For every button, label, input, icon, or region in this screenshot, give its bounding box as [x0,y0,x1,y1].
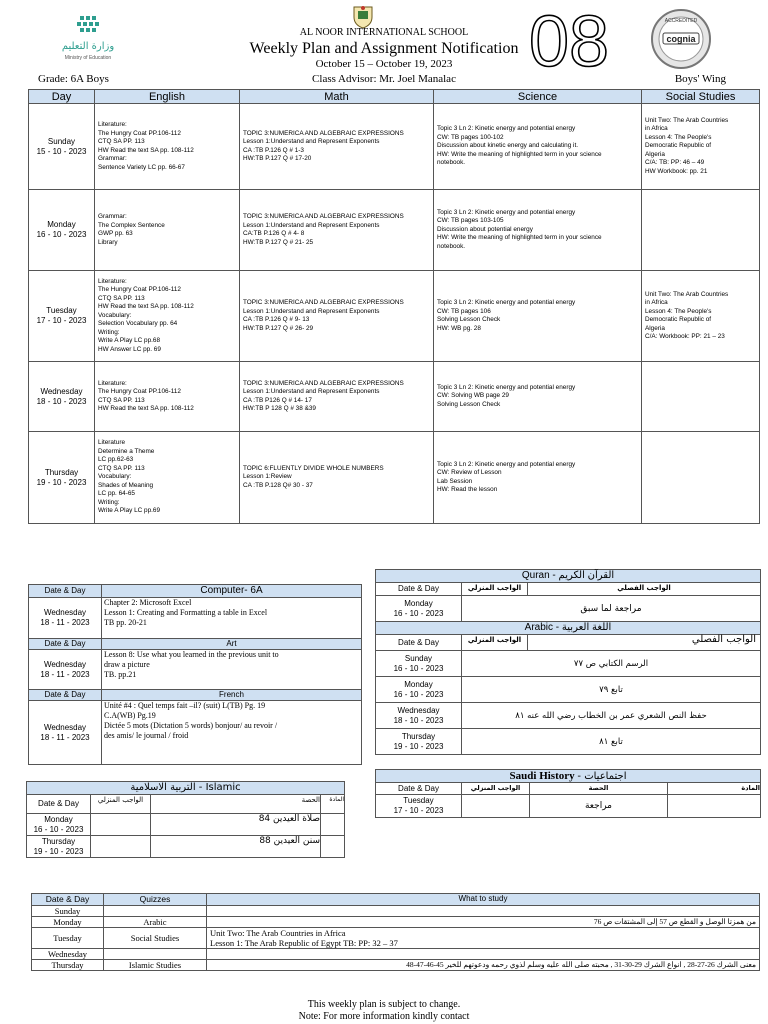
saudi-day: Tuesday 17 - 10 - 2023 [376,795,462,818]
grade-label: Grade: 6A Boys [38,73,109,85]
science-cell: Topic 3 Ln 2: Kinetic energy and potential energy CW: TB pages 103-105 Discussion about potential energy HW: Write the meaning of highlighted term in your science notebook. [434,190,642,271]
social-cell [642,190,760,271]
islamic-col-date: Date & Day [27,795,91,814]
day-row [29,104,760,190]
english-cell: Literature: The Hungry Coat PP.106-112 CTQ SA PP. 113 HW Read the text SA pp. 108-112 Grammar: Sentence Variety LC pp. 66-67 [95,104,240,190]
math-cell: TOPIC 3:NUMERICA AND ALGEBRAIC EXPRESSIONS Lesson 1:Understand and Represent Exponents CA :TB P126 Q # 14- 17 HW:TB P 128 Q # 38 &39 [240,362,434,432]
math-cell: TOPIC 6:FLUENTLY DIVIDE WHOLE NUMBERS Lesson 1:Review CA :TB P.128 Q# 30 - 37 [240,432,434,524]
day-cell: Tuesday 17 - 10 - 2023 [29,271,95,362]
day-cell: Sunday 15 - 10 - 2023 [29,104,95,190]
science-cell: Topic 3 Ln 2: Kinetic energy and potential energy CW: Review of Lesson Lab Session HW: Read the lesson [434,432,642,524]
english-cell: Literature: The Hungry Coat PP.106-112 CTQ SA PP. 113 HW Read the text SA pp. 108-112 [95,362,240,432]
science-cell: Topic 3 Ln 2: Kinetic energy and potential energy CW: TB pages 100-102 Discussion about kinetic energy and calculating it. HW: Write the meaning of highlighted term in your science notebook. [434,104,642,190]
quiz-subject [104,906,207,917]
arabic-day: Monday 16 - 10 - 2023 [376,677,462,703]
art-title: Art [102,639,362,650]
islamic-lesson: صلاة العيدين 84 [151,814,321,836]
quiz-subject: Arabic [104,917,207,928]
arabic-col-hw: الواجب المنزلي [462,635,528,651]
school-crest-icon [350,3,376,29]
saudi-col-date: Date & Day [376,783,462,795]
islamic-table [26,781,345,858]
wing-label: Boys' Wing [674,73,726,85]
quiz-study [207,906,760,917]
quiz-row [32,949,760,960]
social-cell: Unit Two: The Arab Countries in Africa Lesson 4: The People's Democratic Republic of Algeria C/A: TB: PP: 46 – 49 HW Workbook: pp. 21 [642,104,760,190]
quran-col-cw: الواجب الفصلي [528,583,761,596]
day-row [29,271,760,362]
science-cell: Topic 3 Ln 2: Kinetic energy and potential energy CW: Solving WB page 29 Solving Lesson Check [434,362,642,432]
islamic-col-lesson: الحصة [151,795,321,814]
saudi-col-hw: الواجب المنزلي [462,783,530,795]
english-cell: Literature: The Hungry Coat PP.106-112 CTQ SA PP. 113 HW Read the text SA pp. 108-112 Vocabulary: Selection Vocabulary pp. 64 Writing: Write A Play LC pp.68 HW Answer LC pp. 69 [95,271,240,362]
arabic-day: Sunday 16 - 10 - 2023 [376,651,462,677]
computer-title: Computer- 6A [102,585,362,598]
quiz-day: Thursday [32,960,104,971]
day-cell: Monday 16 - 10 - 2023 [29,190,95,271]
islamic-day: Thursday 19 - 10 - 2023 [27,836,91,858]
quiz-study: Unit Two: The Arab Countries in Africa Lesson 1: The Arab Republic of Egypt TB: PP: 32 – 37 [207,928,760,949]
quiz-subject [104,949,207,960]
islamic-lesson: سنن العيدين 88 [151,836,321,858]
school-name: AL NOOR INTERNATIONAL SCHOOL [299,27,469,38]
svg-text:08: 08 [528,2,610,82]
saudi-col-subject: المادة [668,783,761,795]
svg-text:ACCREDITED: ACCREDITED [664,18,698,24]
arabic-row [376,651,761,677]
quiz-row [32,960,760,971]
footer-note-contact: Note: For more information kindly contact [298,1011,470,1022]
arabic-col-date: Date & Day [376,635,462,651]
saudi-col-lesson: الحصة [530,783,668,795]
weekly-plan-table [28,89,760,524]
day-cell: Wednesday 18 - 10 - 2023 [29,362,95,432]
art-date-header: Date & Day [29,639,102,650]
math-cell: TOPIC 3:NUMERICA AND ALGEBRAIC EXPRESSIONS Lesson 1:Understand and Represent Exponents CA:TB P.126 Q # 4- 8 HW:TB P.127 Q # 21- 25 [240,190,434,271]
science-cell: Topic 3 Ln 2: Kinetic energy and potential energy CW: TB pages 106 Solving Lesson Check HW: WB pg. 28 [434,271,642,362]
ministry-ar-text: وزارة التعليم [61,41,115,52]
computer-date-header: Date & Day [29,585,102,598]
social-cell [642,362,760,432]
english-cell: Literature Determine a Theme LC pp.62-63 CTQ SA PP. 113 Vocabulary: Shades of Meaning LC pp. 64-65 Writing: Write A Play LC pp.69 [95,432,240,524]
arabic-day: Wednesday 18 - 10 - 2023 [376,703,462,729]
quran-cw: مراجعة لما سبق [462,596,761,622]
quran-col-hw: الواجب المنزلي [462,583,528,596]
quiz-study: من همزتا الوصل و القطع ص 57 إلى المشتقات ص 76 [207,917,760,928]
french-content: Unité #4 : Quel temps fait –il? (suit) L(TB) Pg. 19 C.A(WB) Pg.19 Dictée 5 mots (Dictation 5 words) bonjour/ au revoir / des amis/ le journal / froid [102,701,362,765]
quiz-col-date: Date & Day [32,894,104,906]
week-number [528,2,610,82]
art-content: Lesson 8: Use what you learned in the previous unit to draw a picture TB. pp.21 [102,650,362,690]
computer-art-french-table [28,584,362,765]
quiz-row [32,917,760,928]
day-row [29,190,760,271]
footer-note-change: This weekly plan is subject to change. [307,999,461,1010]
quran-arabic-table [375,569,761,755]
saudi-title: Saudi History - اجتماعيات [376,770,761,783]
day-row [29,432,760,524]
art-day: Wednesday 18 - 11 - 2023 [29,650,102,690]
quiz-subject: Social Studies [104,928,207,949]
quiz-day: Sunday [32,906,104,917]
quiz-col-quiz: Quizzes [104,894,207,906]
cognia-accreditation-badge [650,8,712,70]
arabic-cw: تابع ٧٩ [462,677,761,703]
quiz-row [32,906,760,917]
islamic-col-subject: المادة [321,795,345,814]
computer-content: Chapter 2: Microsoft Excel Lesson 1: Creating and Formatting a table in Excel TB pp. 20-21 [102,598,362,639]
arabic-row [376,729,761,755]
quiz-study [207,949,760,960]
quran-title: Quran - القرآن الكريم [376,570,761,583]
weekly-plan-header-row [29,90,760,104]
col-header-day: Day [29,90,95,104]
quizzes-table [31,893,760,971]
arabic-cw: الرسم الكتابي ص ٧٧ [462,651,761,677]
page-title: Weekly Plan and Assignment Notification [249,40,519,57]
math-cell: TOPIC 3:NUMERICA AND ALGEBRAIC EXPRESSIONS Lesson 1:Understand and Represent Exponents CA :TB P.126 Q # 1-3 HW:TB P.127 Q # 17-20 [240,104,434,190]
week-dates: October 15 – October 19, 2023 [315,58,453,70]
svg-text:cognia: cognia [666,34,696,44]
arabic-day: Thursday 19 - 10 - 2023 [376,729,462,755]
day-cell: Thursday 19 - 10 - 2023 [29,432,95,524]
day-row [29,362,760,432]
arabic-title: Arabic - اللغة العربية [376,622,761,635]
islamic-day: Monday 16 - 10 - 2023 [27,814,91,836]
quiz-study: معنى الشرك 26-27-28 , انواع الشرك 29-30-31 , محبته صلى الله عليه وسلم لذوي رحمه ودعوتهم للخير 45-46-47-48 [207,960,760,971]
arabic-row [376,677,761,703]
col-header-science: Science [434,90,642,104]
arabic-cw: تابع ٨١ [462,729,761,755]
math-cell: TOPIC 3:NUMERICA AND ALGEBRAIC EXPRESSIONS Lesson 1:Understand and Represent Exponents CA :TB P.126 Q # 9- 13 HW:TB P.127 Q # 26- 29 [240,271,434,362]
quiz-row [32,928,760,949]
social-cell: Unit Two: The Arab Countries in Africa Lesson 4: The People's Democratic Republic of Algeria C/A: Workbook: PP: 21 – 23 [642,271,760,362]
english-cell: Grammar: The Complex Sentence GWP pp. 63 Library [95,190,240,271]
islamic-title: Islamic - التربية الاسلامية [27,782,345,795]
arabic-row [376,703,761,729]
social-cell [642,432,760,524]
islamic-col-hw: الواجب المنزلي [91,795,151,814]
french-title: French [102,690,362,701]
french-day: Wednesday 18 - 11 - 2023 [29,701,102,765]
col-header-social-studies: Social Studies [642,90,760,104]
arabic-cw: حفظ النص الشعري عمر بن الخطاب رضي الله عنه ٨١ [462,703,761,729]
quiz-day: Wednesday [32,949,104,960]
arabic-col-cw: الواجب الفصلي [528,635,761,651]
quiz-subject: Islamic Studies [104,960,207,971]
quran-day: Monday 16 - 10 - 2023 [376,596,462,622]
ministry-en-text: Ministry of Education [64,55,112,61]
quiz-day: Monday [32,917,104,928]
col-header-math: Math [240,90,434,104]
quran-col-date: Date & Day [376,583,462,596]
quiz-col-study: What to study [207,894,760,906]
col-header-english: English [95,90,240,104]
french-date-header: Date & Day [29,690,102,701]
saudi-lesson: مراجعة [530,795,668,818]
saudi-history-table [375,769,761,818]
islamic-row [27,836,345,858]
class-advisor: Class Advisor: Mr. Joel Manalac [312,73,456,85]
quiz-day: Tuesday [32,928,104,949]
computer-day: Wednesday 18 - 11 - 2023 [29,598,102,639]
islamic-row [27,814,345,836]
